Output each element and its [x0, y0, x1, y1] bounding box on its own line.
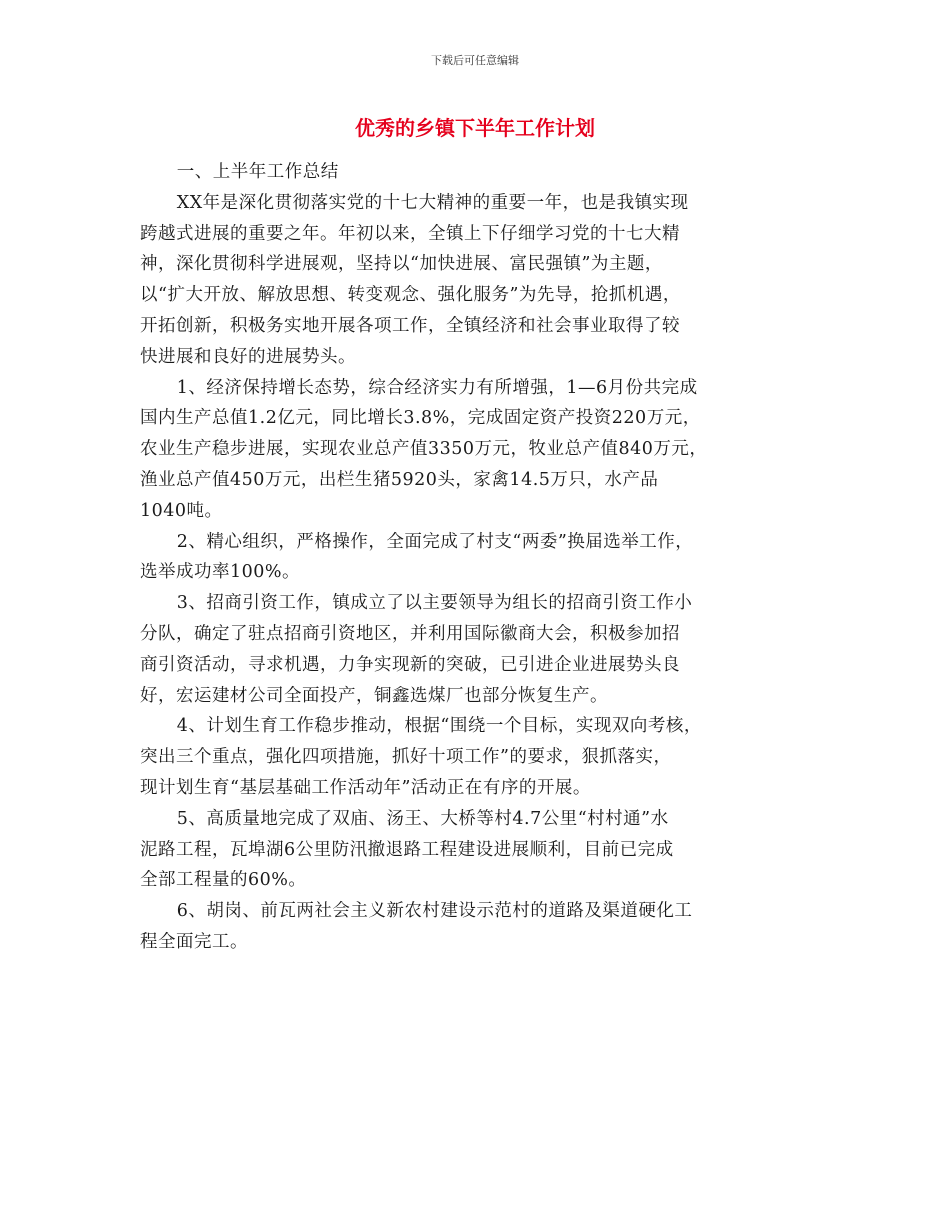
header-note: 下载后可任意编辑 — [431, 54, 519, 67]
paragraph-line: XX年是深化贯彻落实党的十七大精神的重要一年，也是我镇实现 — [176, 192, 689, 213]
paragraph-line: 快进展和良好的进展势头。 — [140, 346, 356, 367]
paragraph-line: 1040吨。 — [140, 500, 223, 521]
paragraph-line: 泥路工程，瓦埠湖6公里防汛撤退路工程建设进展顺利，目前已完成 — [140, 839, 674, 860]
paragraph-line: 突出三个重点，强化四项措施，抓好十项工作”的要求，狠抓落实， — [140, 747, 672, 768]
paragraph-line: 1、经济保持增长态势，综合经济实力有所增强，1—6月份共完成 — [176, 377, 698, 398]
paragraph — [140, 157, 820, 188]
paragraph-line: 开拓创新，积极务实地开展各项工作，全镇经济和社会事业取得了较 — [140, 315, 680, 336]
paragraph-line: 渔业总产值450万元，出栏生猪5920头，家禽14.5万只，水产品 — [140, 469, 659, 490]
paragraph — [140, 711, 820, 803]
paragraph — [140, 588, 820, 711]
paragraph-line: 程全面完工。 — [140, 931, 248, 952]
paragraph-line: 全部工程量的60%。 — [140, 870, 307, 891]
paragraph-line: 农业生产稳步进展，实现农业总产值3350万元，牧业总产值840万元， — [140, 439, 708, 460]
paragraph-line: 好，宏运建材公司全面投产，铜鑫选煤厂也部分恢复生产。 — [140, 685, 608, 706]
paragraph-line: 以“扩大开放、解放思想、转变观念、强化服务”为先导，抢抓机遇， — [140, 285, 681, 306]
paragraph-line: 6、胡岗、前瓦两社会主义新农村建设示范村的道路及渠道硬化工 — [176, 901, 693, 922]
paragraph — [140, 188, 820, 373]
paragraph-line: 神，深化贯彻科学进展观，坚持以“加快进展、富民强镇”为主题， — [140, 254, 663, 275]
paragraph — [140, 527, 820, 589]
paragraph-line: 选举成功率100%。 — [140, 562, 301, 583]
paragraph — [140, 896, 820, 958]
document-body — [140, 157, 820, 958]
paragraph-line: 跨越式进展的重要之年。年初以来，全镇上下仔细学习党的十七大精 — [140, 223, 680, 244]
paragraph-line: 商引资活动，寻求机遇，力争实现新的突破，已引进企业进展势头良 — [140, 654, 680, 675]
paragraph — [140, 804, 820, 896]
paragraph-line: 5、高质量地完成了双庙、汤王、大桥等村4.7公里“村村通”水 — [176, 808, 669, 829]
paragraph-line: 分队，确定了驻点招商引资地区，并利用国际徽商大会，积极参加招 — [140, 623, 680, 644]
document-title: 优秀的乡镇下半年工作计划 — [355, 116, 595, 140]
paragraph-line: 2、精心组织，严格操作，全面完成了村支“两委”换届选举工作， — [176, 531, 694, 552]
paragraph-line: 现计划生育“基层基础工作活动年”活动正在有序的开展。 — [140, 777, 591, 798]
paragraph-line: 4、计划生育工作稳步推动，根据“围绕一个目标，实现双向考核， — [176, 716, 702, 737]
paragraph — [140, 373, 820, 527]
paragraph-line: 一、上半年工作总结 — [176, 162, 339, 182]
paragraph-line: 3、招商引资工作，镇成立了以主要领导为组长的招商引资工作小 — [176, 593, 693, 614]
paragraph-line: 国内生产总值1.2亿元，同比增长3.8%，完成固定资产投资220万元， — [140, 408, 701, 429]
